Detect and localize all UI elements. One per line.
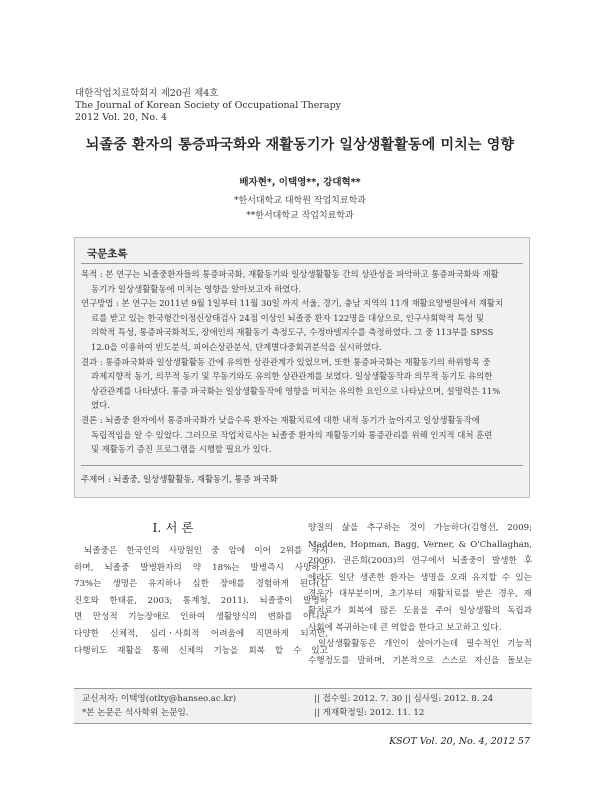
abstract-line: 동기가 일상생활활동에 미치는 영향을 알아보고자 하였다. (91, 283, 302, 294)
body-line: Madden, Hopman, Bagg, Verner, & O'Challaghan, (308, 539, 532, 550)
received-review-dates: || 접수일: 2012. 7. 30 || 심사일: 2012. 8. 24 (314, 694, 494, 704)
journal-name-english: The Journal of Korean Society of Occupational Therapy (75, 100, 342, 111)
body-column-right (308, 520, 532, 669)
body-line: 다행히도 재활을 통해 신체의 기능을 회복 할 수 있고 (74, 645, 328, 656)
abstract-body (81, 267, 521, 457)
accepted-date: || 게재확정일: 2012. 11. 12 (314, 708, 425, 718)
body-line: 일상생활활동은 개인이 살아가는데 필수적인 기능적 (318, 639, 532, 650)
paper-title: 뇌졸중 환자의 통증파국화와 재활동기가 일상생활활동에 미치는 영향 (85, 137, 515, 153)
abstract-line: 료를 받고 있는 한국형간이정신상태검사 24점 이상인 뇌졸중 환자 122명을 대상으로, 인구사회학적 특성 및 (91, 312, 484, 323)
body-line: 2006). 권은희(2003)의 연구에서 뇌졸중이 발생한 후 (308, 556, 532, 567)
body-column-left (74, 543, 328, 659)
abstract-line: 의학적 특성, 통증파국화척도, 장애인의 재활동기 측정도구, 수정바델지수를 측정하였다. 그 중 113부를 SPSS (91, 327, 494, 338)
body-line: 수행정도를 말하며, 기본적으로 스스로 자신을 돌보는 (308, 655, 532, 666)
body-line: 면 만성적 기능장애로 인하여 생활양식의 변화를 아니라 (74, 612, 328, 623)
body-line: 에라도 일단 생존한 환자는 생명을 오래 유지할 수 있는 (308, 572, 532, 583)
abstract-line: 결과 : 통증파국화와 일상생활활동 간에 유의한 상관관계가 있었으며, 또한 통증파국화는 재활동기의 하위항목 중 (81, 356, 491, 367)
body-line: 활치료가 회복에 많은 도움을 주어 일상생활의 독립과 (308, 605, 532, 616)
authors: 배자현*, 이택영**, 강대혁** (239, 177, 361, 188)
body-line: 사회에 복귀하는데 큰 역할을 한다고 보고하고 있다. (308, 622, 502, 633)
abstract-heading: 국문초록 (87, 248, 128, 260)
body-line: 하며, 뇌졸중 발병환자의 약 18%는 발병즉시 사망하고 (74, 562, 328, 573)
abstract-box (74, 237, 530, 498)
affiliation-2: **한서대학교 작업치료학과 (246, 211, 354, 221)
journal-name-korean: 대한작업치료학회지 제20권 제4호 (75, 88, 219, 99)
abstract-keyword-rule (81, 465, 523, 466)
body-line: 경우가 대부분이며, 초기부터 재활치료를 받은 경우, 재 (308, 589, 532, 600)
page-footer: KSOT Vol. 20, No. 4, 2012 57 (389, 736, 530, 747)
thesis-note: *본 논문은 석사학위 논문임. (82, 708, 189, 718)
body-line: 다양한 신체적, 심리ㆍ사회적 어려움에 직면하게 되지만, (74, 628, 328, 639)
abstract-conclusion (81, 413, 521, 457)
abstract-results (81, 355, 521, 413)
affiliation-1: *한서대학교 대학원 작업치료학과 (234, 196, 366, 206)
abstract-line: 연구방법 : 본 연구는 2011년 9월 1일부터 11월 30일 까지 서울, 경기, 충남 지역의 11개 재활요양병원에서 재활치 (81, 298, 504, 309)
body-line: 73%는 생명은 유지하나 심한 장애를 경험하게 된다(김 (74, 579, 328, 590)
abstract-line: 상관관계를 나타냈다. 통증 파국화는 일상생활동작에 영향을 미치는 유의한 요인으로 나타났으며, 설명력은 11% (91, 385, 501, 396)
abstract-line: 독립적임을 알 수 있었다. 그러므로 작업치료사는 뇌졸중 환자의 재활동기와 통증관리를 위해 인지적 대처 훈련 (91, 429, 493, 440)
section-heading-introduction: I. 서 론 (152, 520, 194, 535)
body-line: 진호와 한태륜, 2003; 통계청, 2011). 뇌졸중이 발병하 (74, 595, 328, 606)
corresponding-author: 교신저자: 이택영(otlty@hanseo.ac.kr) (82, 694, 237, 704)
body-line: 뇌졸중은 한국인의 사망원인 중 암에 이어 2위를 차지 (84, 546, 328, 556)
abstract-line: 과제지향적 동기, 의무적 동기 및 무동기와도 유의한 상관관계를 보였다. 일상생활동작과 의무적 동기도 유의한 (91, 371, 493, 382)
abstract-purpose (81, 267, 521, 296)
footnote-box (74, 688, 532, 724)
abstract-top-rule (81, 263, 523, 264)
keywords: 주제어 : 뇌졸중, 일상생활활동, 재활동기, 통증 파국화 (81, 474, 278, 484)
abstract-line: 결론 : 뇌졸중 환자에서 통증파국화가 낮을수록 환자는 재활치료에 대한 내적 동기가 높아지고 일상생활동작에 (81, 414, 480, 425)
journal-header (75, 88, 341, 124)
abstract-methods (81, 296, 521, 354)
journal-volume: 2012 Vol. 20, No. 4 (75, 112, 168, 123)
body-line: 양질의 삶을 추구하는 것이 가능하다(김형선, 2009; (308, 523, 532, 533)
abstract-line: 목적 : 본 연구는 뇌졸중환자들의 통증파국화, 재활동기와 일상생활활동 간의 상관성을 파악하고 통증파국화와 재활 (81, 269, 499, 279)
abstract-line: 12.0을 이용하여 빈도분석, 피어슨상관분석, 단계별다중회귀분석을 실시하였다. (91, 341, 382, 352)
abstract-line: 였다. (91, 400, 110, 411)
abstract-line: 및 재활동기 증진 프로그램을 시행할 필요가 있다. (91, 444, 272, 455)
